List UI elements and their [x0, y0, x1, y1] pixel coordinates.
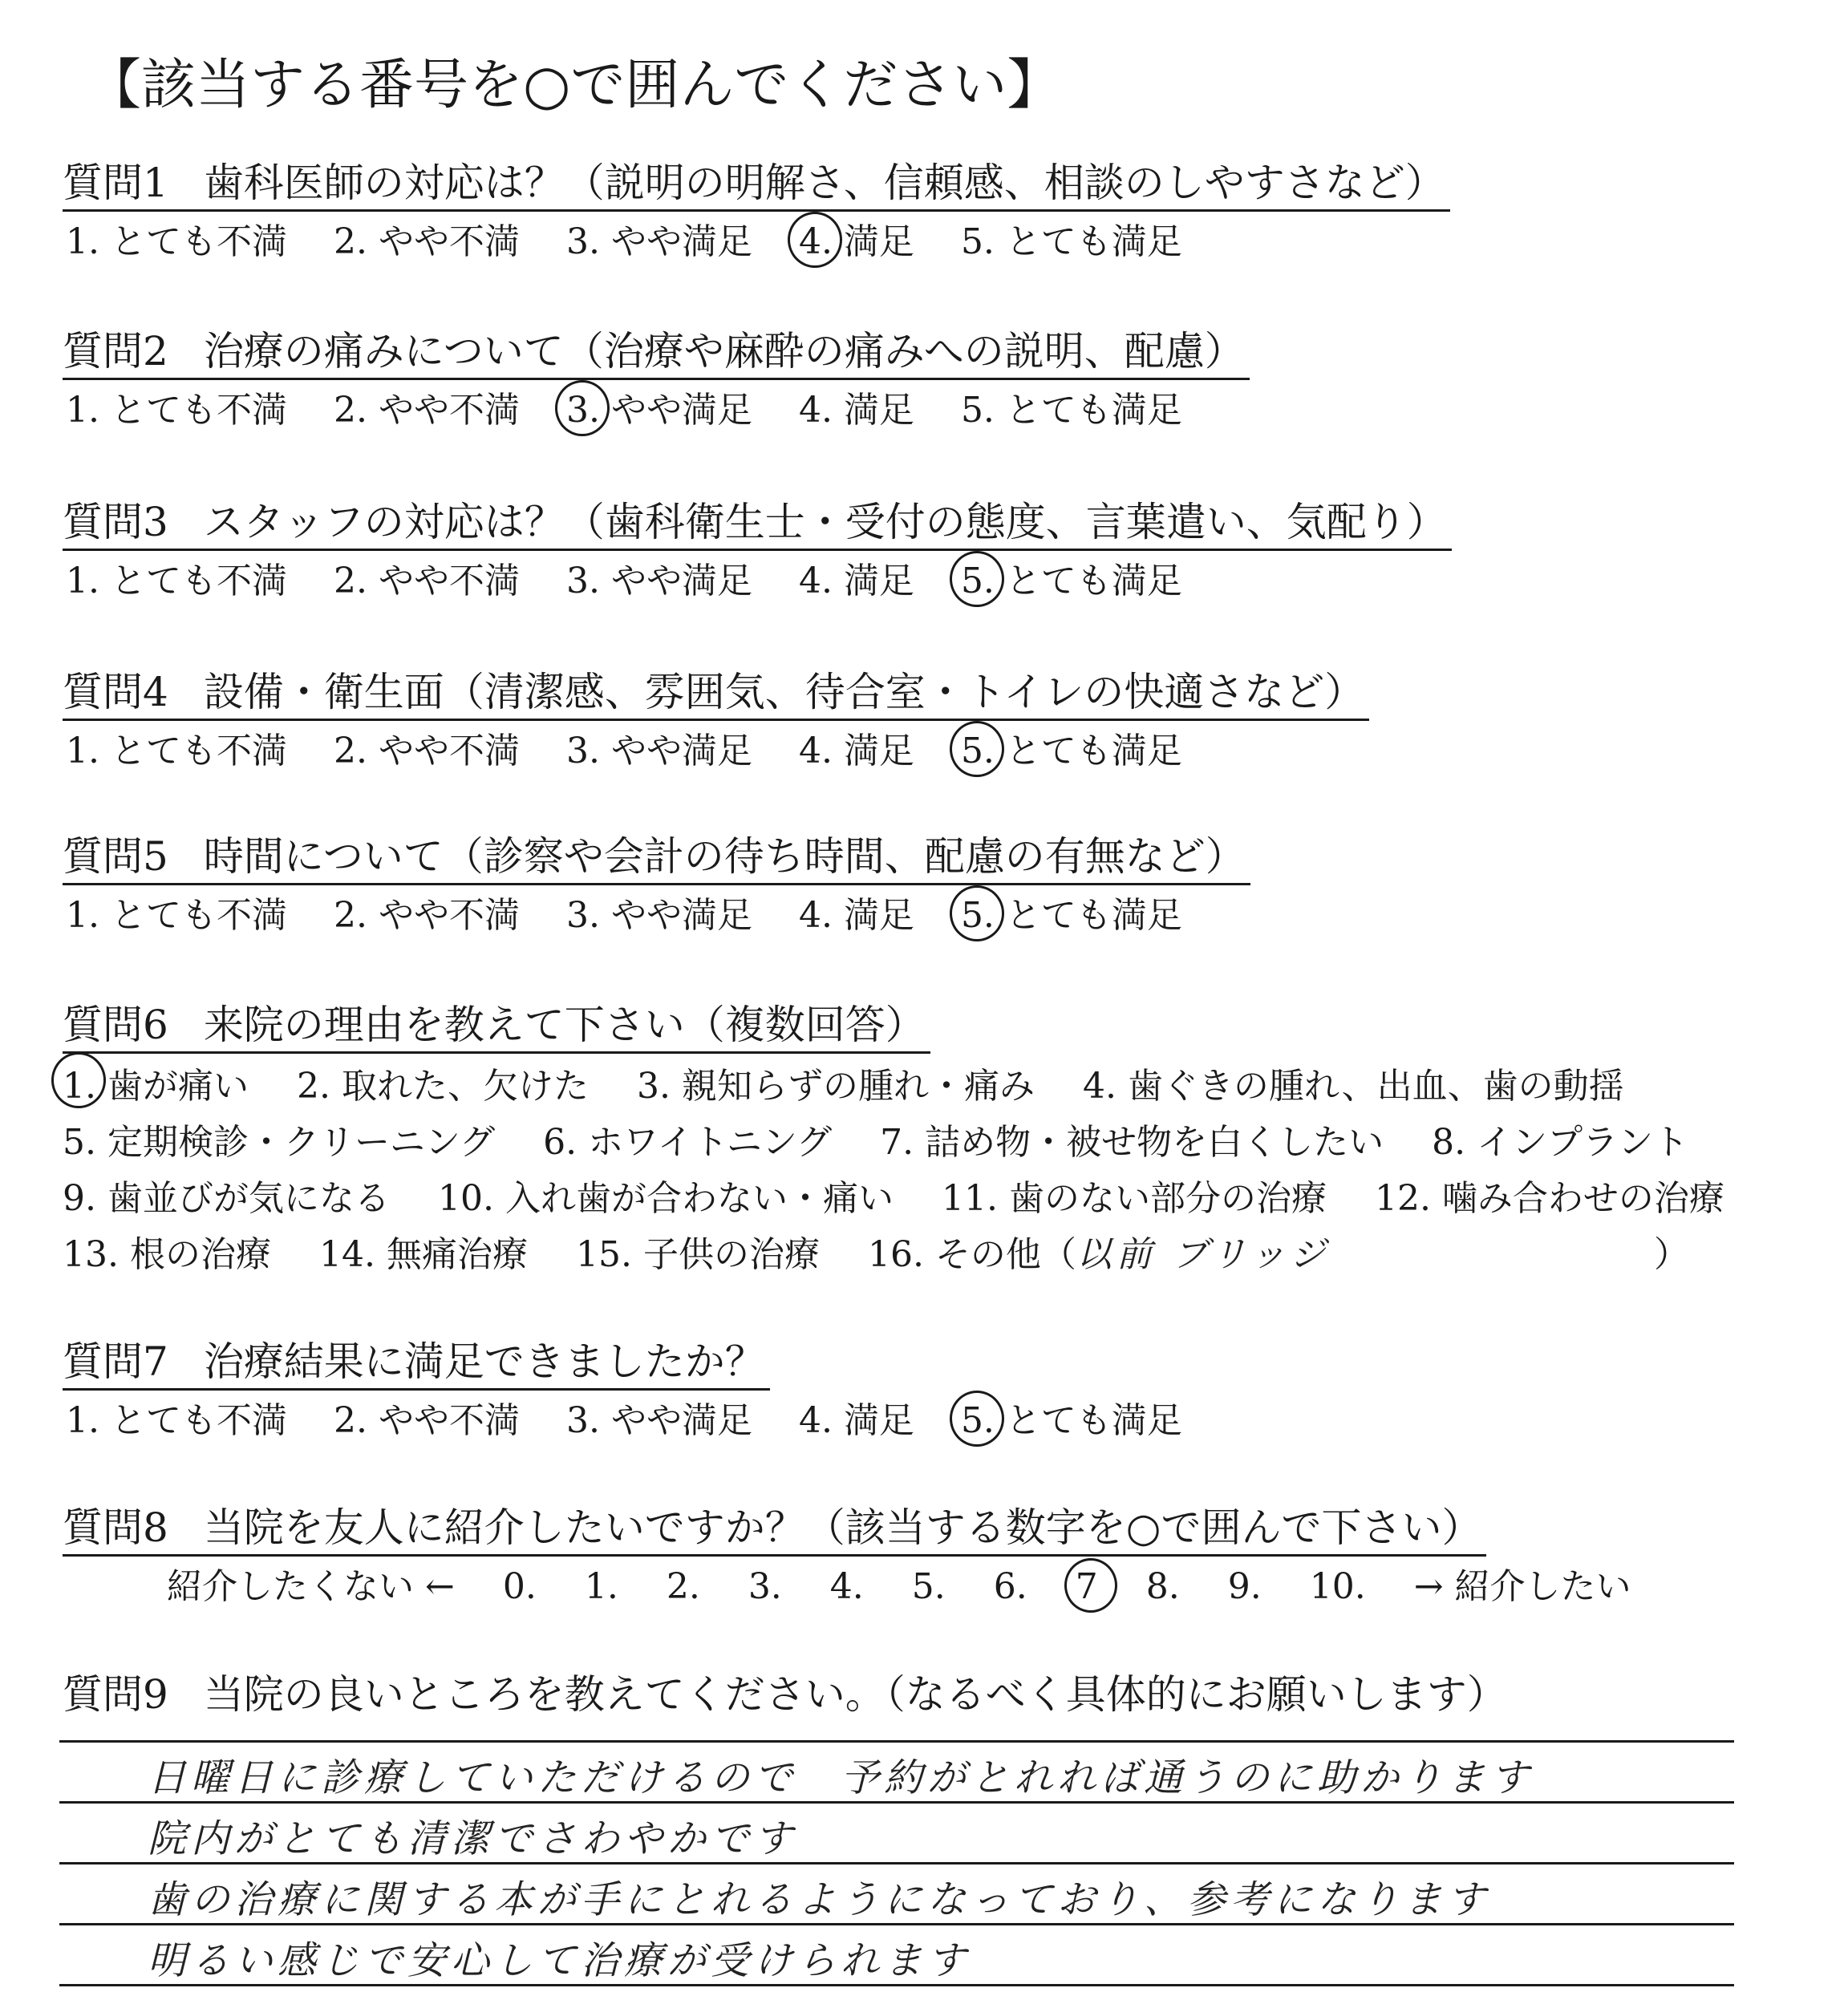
question-text: 設備・衛生面（清潔感、雰囲気、待合室・トイレの快適さなど） [203, 669, 1365, 715]
question-text: 治療の痛みについて（治療や麻酔の痛みへの説明、配慮） [203, 328, 1245, 375]
reason-5[interactable]: 5. 定期検診・クリーニング [63, 1122, 496, 1163]
option-3[interactable]: 3. やや満足 [565, 895, 752, 936]
question-title [63, 830, 1250, 885]
other-close-paren: ） [1653, 1234, 1689, 1275]
answer-options [66, 218, 1450, 266]
scale-2[interactable]: 2. [666, 1566, 700, 1607]
question-6 [63, 998, 1761, 1283]
question-3 [63, 496, 1452, 605]
reason-9[interactable]: 9. 歯並びが気になる [63, 1178, 390, 1219]
question-number: 質問8 [63, 1504, 168, 1551]
answer-options [66, 892, 1250, 940]
option-3[interactable]: 3. やや満足 [565, 731, 752, 771]
question-2 [63, 325, 1250, 435]
reason-10[interactable]: 10. 入れ歯が合わない・痛い [437, 1178, 894, 1219]
question-text: 当院の良いところを教えてください。（なるべく具体的にお願いします） [203, 1671, 1507, 1718]
reason-8[interactable]: 8. インプラント [1432, 1122, 1689, 1163]
option-5-selected[interactable]: 5. とても満足 [961, 557, 1182, 605]
option-2[interactable]: 2. やや不満 [333, 221, 520, 262]
option-3[interactable]: 3. やや満足 [565, 561, 752, 601]
option-1[interactable]: 1. とても不満 [66, 221, 287, 262]
question-number: 質問5 [63, 833, 168, 880]
question-number: 質問9 [63, 1671, 168, 1718]
question-5 [63, 830, 1250, 940]
question-number: 質問1 [63, 160, 168, 206]
recommend-scale [167, 1563, 1668, 1611]
option-1[interactable]: 1. とても不満 [66, 1400, 287, 1441]
reason-1-selected[interactable]: 1. 歯が痛い [63, 1059, 249, 1115]
question-number: 質問4 [63, 669, 168, 715]
option-3[interactable]: 3. やや満足 [565, 1400, 752, 1441]
reason-13[interactable]: 13. 根の治療 [63, 1234, 271, 1275]
answer-options [66, 1397, 1218, 1445]
option-3-selected[interactable]: 3. やや満足 [566, 387, 752, 435]
question-text: 時間について（診察や会計の待ち時間、配慮の有無など） [203, 833, 1246, 880]
option-4[interactable]: 4. 満足 [798, 561, 914, 601]
question-text: 治療結果に満足できましたか？ [203, 1338, 765, 1385]
question-7 [63, 1335, 1218, 1445]
answer-options [66, 557, 1452, 605]
option-2[interactable]: 2. やや不満 [333, 731, 520, 771]
option-4[interactable]: 4. 満足 [798, 895, 914, 936]
question-title [63, 1335, 770, 1391]
option-3[interactable]: 3. やや満足 [565, 221, 752, 262]
option-4[interactable]: 4. 満足 [798, 1400, 914, 1441]
scale-5[interactable]: 5. [911, 1566, 946, 1607]
reason-6[interactable]: 6. ホワイトニング [543, 1122, 833, 1163]
question-text: スタッフの対応は？（歯科衛生士・受付の態度、言葉遣い、気配り） [203, 499, 1447, 545]
option-2[interactable]: 2. やや不満 [333, 561, 520, 601]
reason-14[interactable]: 14. 無痛治療 [318, 1234, 528, 1275]
reason-row-4 [63, 1227, 1761, 1283]
question-title [63, 998, 930, 1054]
question-title [63, 496, 1452, 551]
reason-16-other[interactable]: 16. その他（以前 ブリッジ ） [868, 1227, 1689, 1283]
question-number: 質問3 [63, 499, 168, 545]
question-title [63, 1501, 1486, 1557]
question-number: 質問2 [63, 328, 168, 375]
scale-right-label: → 紹介したい [1413, 1566, 1631, 1607]
option-4[interactable]: 4. 満足 [798, 731, 914, 771]
reason-12[interactable]: 12. 噛み合わせの治療 [1374, 1178, 1724, 1219]
question-number: 質問6 [63, 1002, 168, 1048]
writing-rule [59, 1740, 1734, 1743]
other-handwritten-text[interactable]: 以前 ブリッジ [1076, 1234, 1331, 1275]
question-8 [63, 1501, 1668, 1611]
scale-6[interactable]: 6. [993, 1566, 1027, 1607]
question-text: 歯科医師の対応は？（説明の明解さ、信頼感、相談のしやすさなど） [203, 160, 1445, 206]
question-title [63, 666, 1369, 721]
scale-7-selected[interactable]: 7 [1076, 1563, 1098, 1611]
option-1[interactable]: 1. とても不満 [66, 731, 287, 771]
option-1[interactable]: 1. とても不満 [66, 390, 287, 431]
reason-3[interactable]: 3. 親知らずの腫れ・痛み [636, 1066, 1035, 1107]
option-1[interactable]: 1. とても不満 [66, 561, 287, 601]
question-text: 来院の理由を教えて下さい（複数回答） [203, 1002, 926, 1048]
option-1[interactable]: 1. とても不満 [66, 895, 287, 936]
reason-4[interactable]: 4. 歯ぐきの腫れ、出血、歯の動揺 [1082, 1066, 1624, 1107]
reason-row-1 [63, 1059, 1761, 1115]
option-2[interactable]: 2. やや不満 [333, 1400, 520, 1441]
option-5[interactable]: 5. とても満足 [960, 221, 1182, 262]
reason-15[interactable]: 15. 子供の治療 [575, 1234, 820, 1275]
question-9 [63, 1668, 1507, 1721]
question-text: 当院を友人に紹介したいですか？（該当する数字を○で囲んで下さい） [203, 1504, 1482, 1551]
scale-0[interactable]: 0. [502, 1566, 537, 1607]
option-4[interactable]: 4. 満足 [798, 390, 914, 431]
handwritten-line-3: 歯の治療に関する本が手にとれるようになっており、参考になります [148, 1877, 1491, 1922]
handwritten-line-4: 明るい感じで安心して治療が受けられます [148, 1938, 971, 1983]
scale-3[interactable]: 3. [748, 1566, 782, 1607]
reason-row-2 [63, 1115, 1761, 1171]
question-number: 質問7 [63, 1338, 168, 1385]
question-title [63, 1668, 1507, 1721]
option-5-selected[interactable]: 5. とても満足 [961, 727, 1182, 775]
answer-options [66, 387, 1250, 435]
option-2[interactable]: 2. やや不満 [333, 390, 520, 431]
reason-11[interactable]: 11. 歯のない部分の治療 [941, 1178, 1327, 1219]
scale-4[interactable]: 4. [829, 1566, 864, 1607]
question-title [63, 325, 1250, 380]
scale-10[interactable]: 10. [1309, 1566, 1366, 1607]
handwritten-line-1: 日曜日に診療していただけるので 予約がとれれば通うのに助かります [148, 1755, 1534, 1800]
reason-7[interactable]: 7. 詰め物・被せ物を白くしたい [880, 1122, 1384, 1163]
option-5[interactable]: 5. とても満足 [960, 390, 1182, 431]
option-4-selected[interactable]: 4. 満足 [799, 218, 914, 266]
reason-2[interactable]: 2. 取れた、欠けた [296, 1066, 589, 1107]
option-2[interactable]: 2. やや不満 [333, 895, 520, 936]
handwritten-line-2: 院内がとても清潔でさわやかです [148, 1816, 798, 1861]
question-1 [63, 156, 1450, 266]
form-header: 【該当する番号を○で囲んでください】 [87, 54, 1062, 117]
scale-8[interactable]: 8. [1145, 1566, 1180, 1607]
reason-row-3 [63, 1171, 1761, 1227]
freeform-answer-area[interactable] [59, 1724, 1734, 1989]
scale-left-label: 紹介したくない ← [167, 1566, 455, 1607]
question-title [63, 156, 1450, 212]
scale-9[interactable]: 9. [1227, 1566, 1262, 1607]
answer-options [66, 727, 1369, 775]
scale-1[interactable]: 1. [584, 1566, 618, 1607]
option-5-selected[interactable]: 5. とても満足 [961, 892, 1182, 940]
question-4 [63, 666, 1369, 775]
option-5-selected[interactable]: 5. とても満足 [961, 1397, 1182, 1445]
